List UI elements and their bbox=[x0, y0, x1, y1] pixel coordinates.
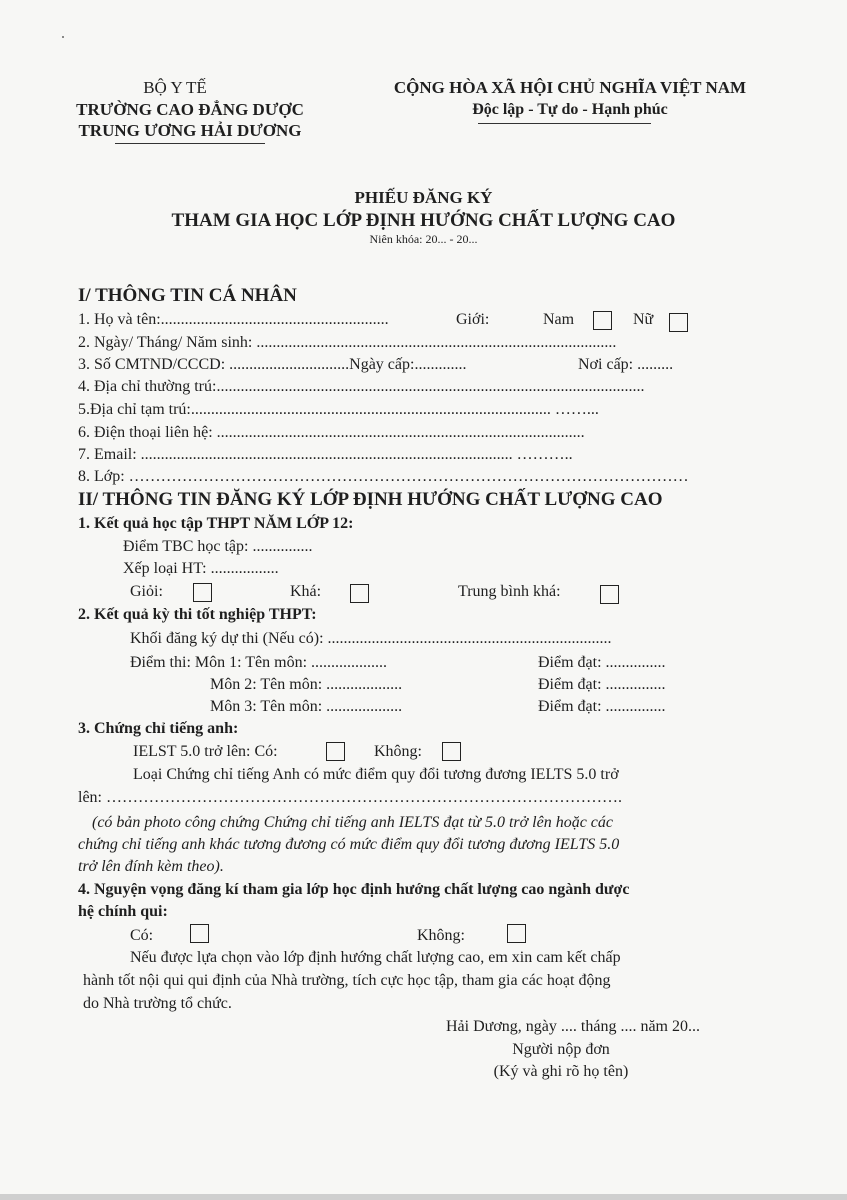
q4-commit-line2: hành tốt nội qui qui định của Nhà trường, tích cực học tập, tham gia các hoạt động bbox=[83, 972, 611, 989]
q1-good-checkbox[interactable] bbox=[193, 583, 212, 602]
school-name-line2: TRUNG ƯƠNG HẢI DƯƠNG bbox=[78, 121, 302, 140]
q1-rank: Xếp loại HT: ................. bbox=[123, 560, 279, 577]
q2-title: 2. Kết quả kỳ thi tốt nghiệp THPT: bbox=[78, 606, 317, 623]
scan-speck bbox=[62, 36, 64, 38]
section2-heading: II/ THÔNG TIN ĐĂNG KÝ LỚP ĐỊNH HƯỚNG CHẤT LƯỢNG CAO bbox=[78, 489, 663, 510]
q3-note-line2: chứng chỉ tiếng anh khác tương đương có mức điểm quy đổi tương đương IELTS 5.0 bbox=[78, 836, 620, 853]
form-subtitle: THAM GIA HỌC LỚP ĐỊNH HƯỚNG CHẤT LƯỢNG CAO bbox=[171, 210, 676, 231]
q3-ielts-yes-checkbox[interactable] bbox=[326, 742, 345, 761]
q3-ielts-label: IELST 5.0 trở lên: Có: bbox=[133, 743, 278, 760]
form-title: PHIẾU ĐĂNG KÝ bbox=[354, 188, 493, 207]
field-id-place: Nơi cấp: ......... bbox=[578, 356, 674, 373]
field-id-number: 3. Số CMTND/CCCD: ..............................Ngày cấp:............. bbox=[78, 356, 467, 373]
motto-underline bbox=[478, 123, 651, 124]
gender-label: Giới: bbox=[456, 311, 490, 328]
q1-gpa: Điểm TBC học tập: ............... bbox=[123, 538, 313, 555]
q1-avg-label: Trung bình khá: bbox=[458, 583, 561, 600]
q3-title: 3. Chứng chỉ tiếng anh: bbox=[78, 720, 239, 737]
country-name: CỘNG HÒA XÃ HỘI CHỦ NGHĨA VIỆT NAM bbox=[393, 78, 747, 97]
q2-score3: Điểm đạt: ............... bbox=[538, 698, 666, 715]
school-name-line1: TRƯỜNG CAO ĐẲNG DƯỢC bbox=[76, 100, 304, 119]
q3-other-cert-line: lên: ……………………………………………………………………………………. bbox=[78, 789, 622, 806]
q2-subject3: Môn 3: Tên môn: ................... bbox=[210, 698, 403, 715]
signature-instruction: (Ký và ghi rõ họ tên) bbox=[493, 1063, 629, 1080]
q3-note-line1: (có bản photo công chứng Chứng chỉ tiếng anh IELTS đạt từ 5.0 trở lên hoặc các bbox=[92, 814, 613, 831]
field-fullname: 1. Họ và tên:......................................................... bbox=[78, 311, 389, 328]
q4-no-checkbox[interactable] bbox=[507, 924, 526, 943]
q1-title: 1. Kết quả học tập THPT NĂM LỚP 12: bbox=[78, 515, 354, 532]
ministry-name: BỘ Y TẾ bbox=[143, 78, 207, 97]
q4-yes-checkbox[interactable] bbox=[190, 924, 209, 943]
q1-good-label: Giỏi: bbox=[130, 583, 163, 600]
q1-avg-checkbox[interactable] bbox=[600, 585, 619, 604]
field-phone: 6. Điện thoại liên hệ: ............................................................................................ bbox=[78, 424, 585, 441]
q2-subject1: Điểm thi: Môn 1: Tên môn: ................... bbox=[130, 654, 388, 671]
school-underline bbox=[115, 143, 265, 144]
field-class: 8. Lớp: …………………………………………………………………………………………… bbox=[78, 468, 689, 485]
field-email: 7. Email: ............................................................................................. ……….. bbox=[78, 446, 573, 463]
field-permanent-address: 4. Địa chỉ thường trú:........................................................................................................... bbox=[78, 378, 645, 395]
field-temp-address: 5.Địa chỉ tạm trú:.......................................................................................... ……... bbox=[78, 401, 599, 418]
gender-male-label: Nam bbox=[543, 311, 575, 328]
q2-score2: Điểm đạt: ............... bbox=[538, 676, 666, 693]
q4-title-line2: hệ chính qui: bbox=[78, 903, 168, 920]
q3-other-cert: Loại Chứng chỉ tiếng Anh có mức điểm quy đổi tương đương IELTS 5.0 trở bbox=[133, 766, 619, 783]
academic-year: Niên khóa: 20... - 20... bbox=[369, 232, 478, 246]
scan-bottom-edge bbox=[0, 1194, 847, 1200]
signature-applicant: Người nộp đơn bbox=[512, 1041, 610, 1058]
field-dob: 2. Ngày/ Tháng/ Năm sinh: .......................................................................................... bbox=[78, 334, 617, 351]
q4-commit-line1: Nếu được lựa chọn vào lớp định hướng chất lượng cao, em xin cam kết chấp bbox=[130, 949, 621, 966]
signature-date: Hải Dương, ngày .... tháng .... năm 20... bbox=[446, 1018, 700, 1035]
q3-ielts-no-label: Không: bbox=[374, 743, 422, 760]
gender-female-label: Nữ bbox=[633, 311, 654, 328]
q4-yes-label: Có: bbox=[130, 927, 154, 944]
q4-no-label: Không: bbox=[417, 927, 465, 944]
q4-commit-line3: do Nhà trường tổ chức. bbox=[83, 995, 232, 1012]
q2-subject2: Môn 2: Tên môn: ................... bbox=[210, 676, 403, 693]
q2-score1: Điểm đạt: ............... bbox=[538, 654, 666, 671]
section1-heading: I/ THÔNG TIN CÁ NHÂN bbox=[78, 285, 297, 306]
q1-fair-label: Khá: bbox=[290, 583, 322, 600]
gender-male-checkbox[interactable] bbox=[593, 311, 612, 330]
q3-note-line3: trở lên đính kèm theo). bbox=[78, 858, 224, 875]
motto: Độc lập - Tự do - Hạnh phúc bbox=[472, 101, 668, 118]
q3-ielts-no-checkbox[interactable] bbox=[442, 742, 461, 761]
q2-block: Khối đăng ký dự thi (Nếu có): ....................................................................... bbox=[130, 630, 612, 647]
q4-title-line1: 4. Nguyện vọng đăng kí tham gia lớp học định hướng chất lượng cao ngành dược bbox=[78, 881, 630, 898]
q1-fair-checkbox[interactable] bbox=[350, 584, 369, 603]
gender-female-checkbox[interactable] bbox=[669, 313, 688, 332]
